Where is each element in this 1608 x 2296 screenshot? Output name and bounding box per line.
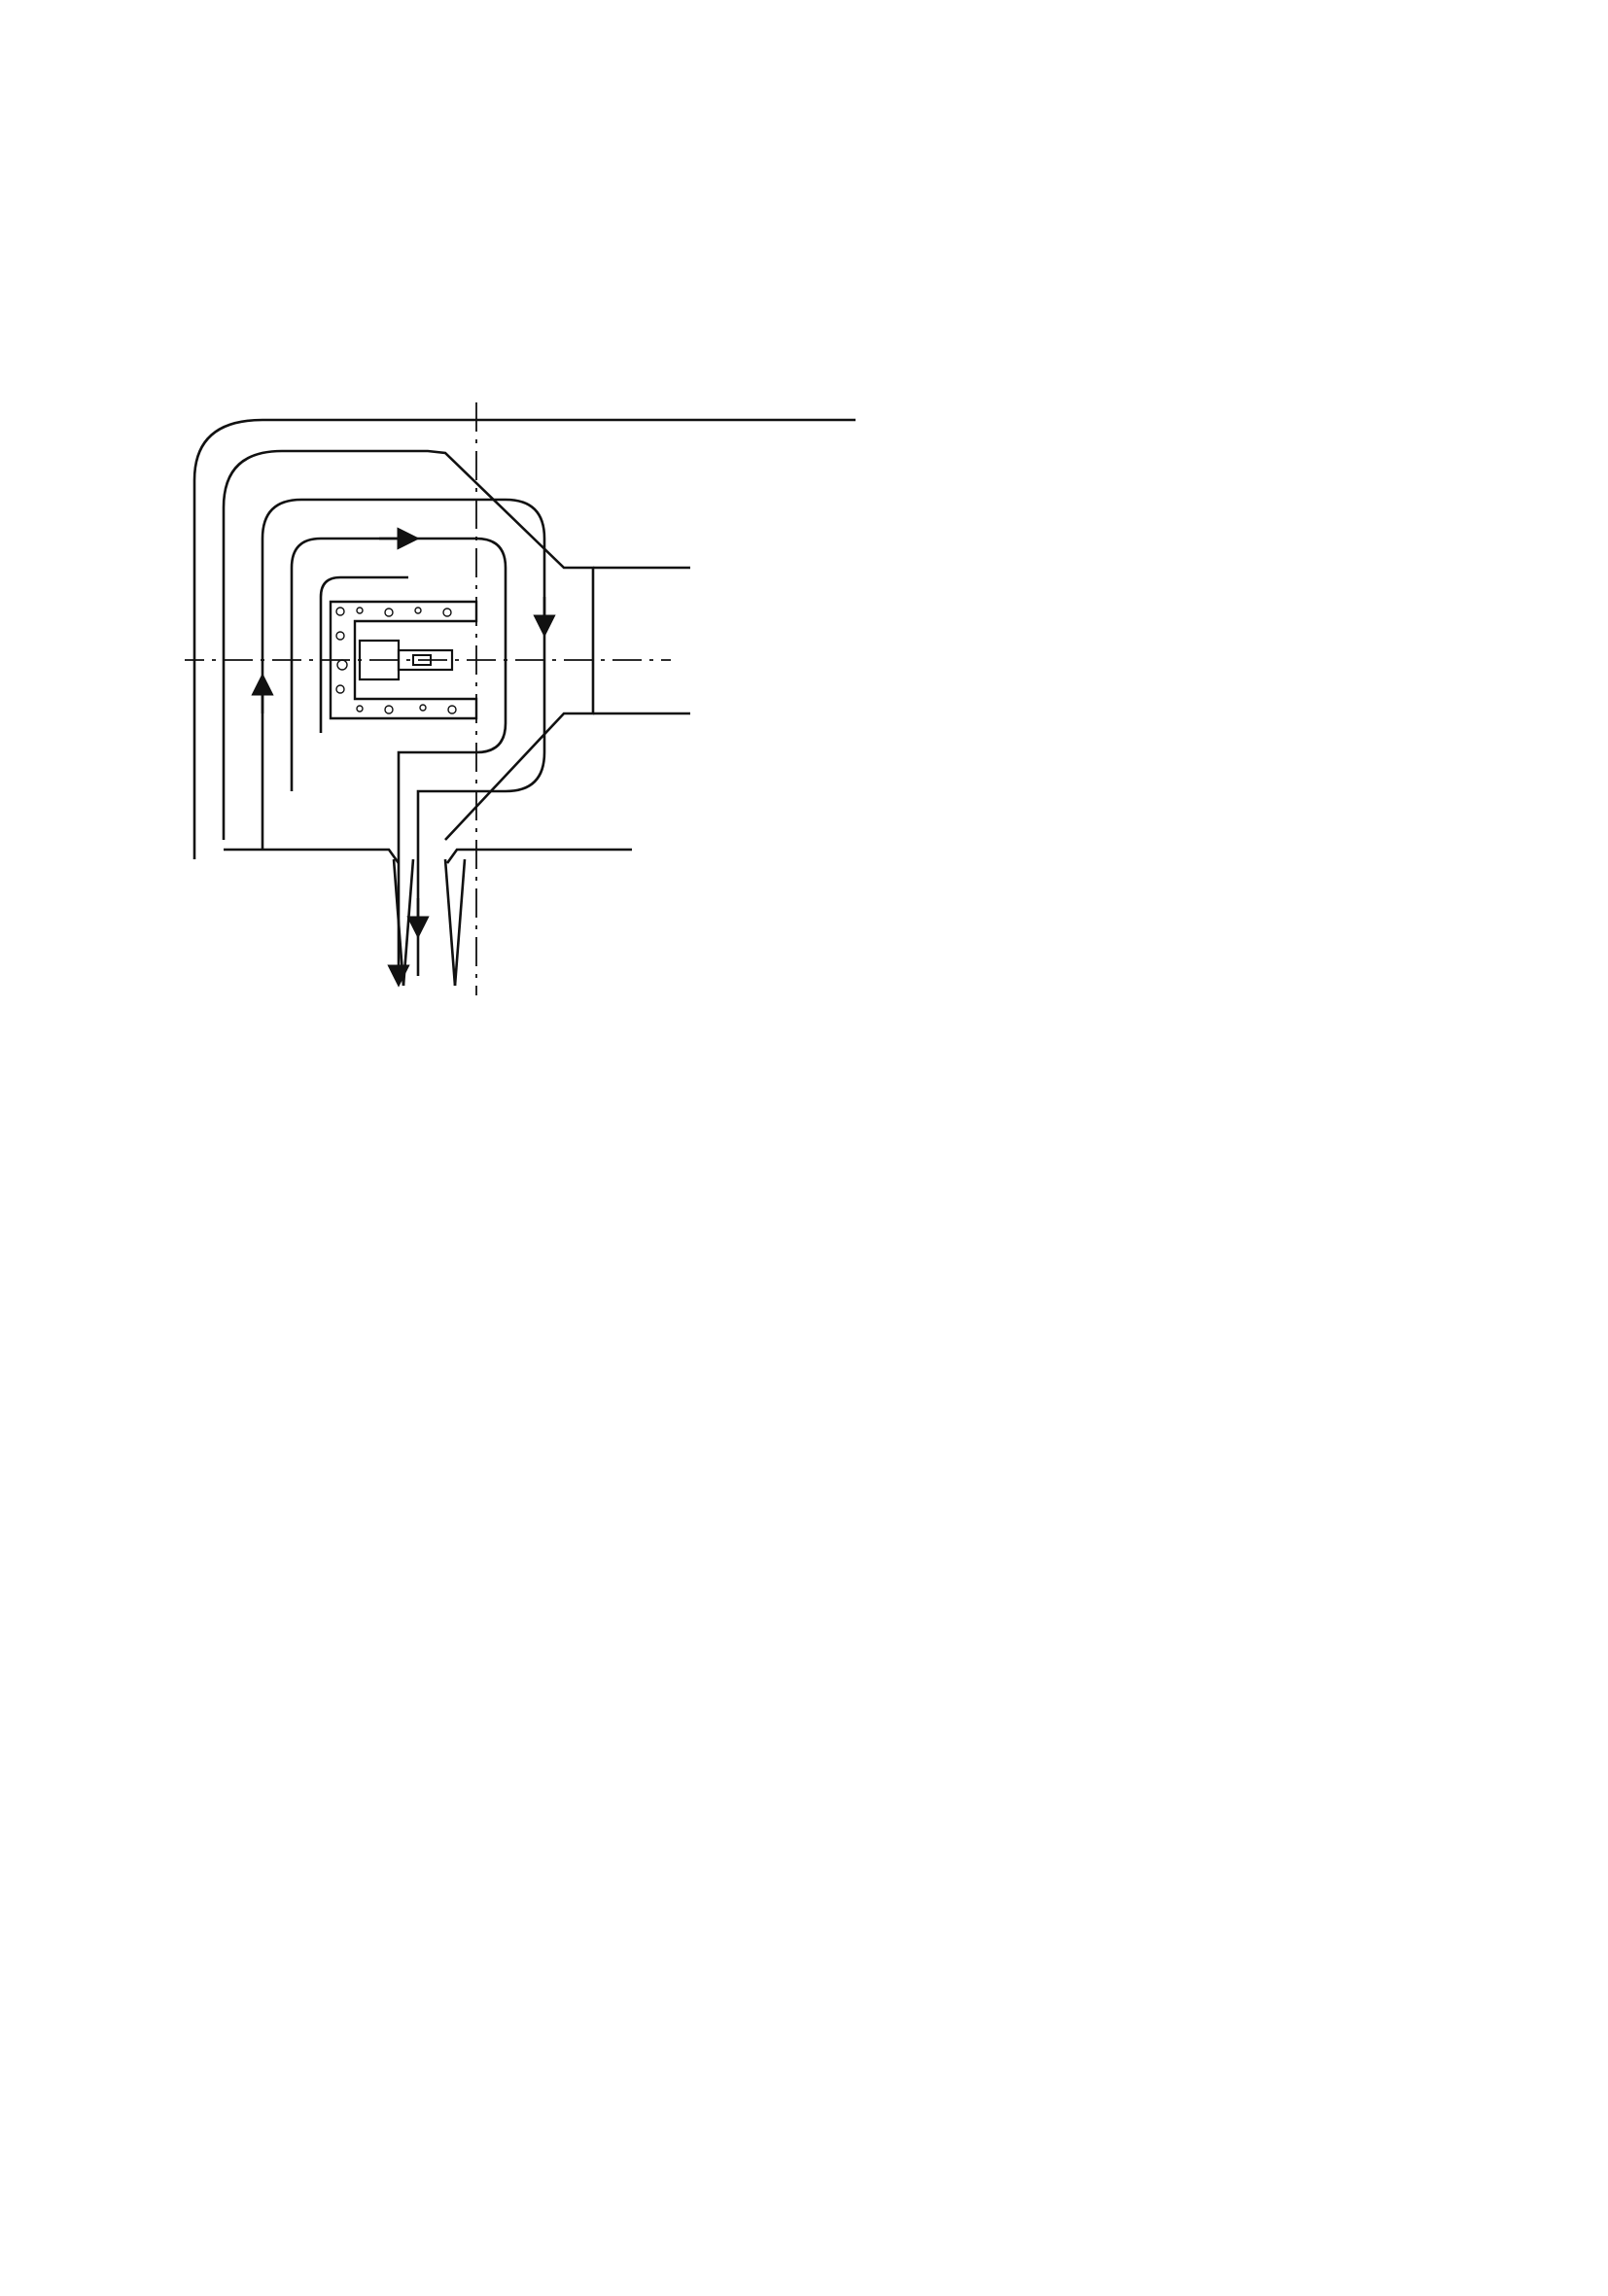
abutment-wall [331,602,476,718]
slope-bottom-left [224,850,399,863]
cone-right [445,859,455,986]
slope-bottom-right [447,850,632,863]
embankment-outer-edge [194,420,856,859]
slope-inner-line [224,451,593,840]
figure-98-diagram [185,393,856,995]
compaction-path-middle [292,539,506,976]
